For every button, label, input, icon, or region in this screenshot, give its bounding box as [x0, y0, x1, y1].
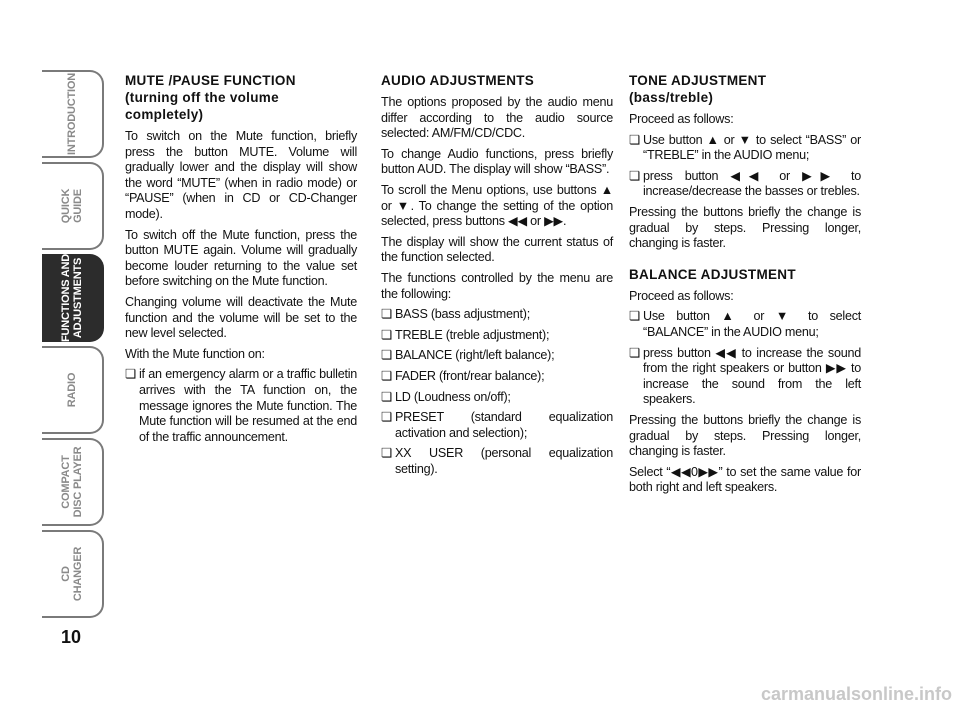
checkbox-bullet-icon: ❏: [381, 446, 393, 461]
mute-bullet-text: if an emergency alarm or a traffic bulletin arrives with the TA function on, the message ignores the Mute function. The Mute function will be resumed at the end of the traffic announcement.: [139, 367, 357, 444]
audio-paragraph-5: The functions controlled by the menu are the following:: [381, 270, 613, 301]
tab-compact-disc-player[interactable]: [42, 438, 104, 526]
tab-cd-changer[interactable]: [42, 530, 104, 618]
balance-paragraph-2: Pressing the buttons briefly the change is gradual by steps. Pressing longer, changing is faster.: [629, 412, 861, 459]
list-item-text: PRESET (standard equalization activation and selection);: [395, 410, 613, 440]
list-item: [381, 369, 613, 385]
checkbox-bullet-icon: ❏: [629, 309, 641, 324]
tab-radio[interactable]: [42, 346, 104, 434]
tab-introduction-label: INTRODUCTION: [66, 73, 78, 155]
tone-heading: TONE ADJUSTMENT (bass/treble): [629, 73, 767, 105]
tone-bullet-2: [629, 169, 861, 200]
tab-quick-guide[interactable]: [42, 162, 104, 250]
balance-bullet-2-text: press button ◀◀ to increase the sound from the right speakers or button ▶▶ to increase the sound from the left speakers.: [643, 345, 861, 407]
audio-paragraph-1: The options proposed by the audio menu differ according to the audio source selected: AM/FM/CD/CDC.: [381, 95, 613, 141]
tone-paragraph-2: Pressing the buttons briefly the change is gradual by steps. Pressing longer, changing is faster.: [629, 204, 861, 251]
checkbox-bullet-icon: ❏: [381, 368, 393, 383]
balance-bullet-1: [629, 309, 861, 340]
list-item: [381, 446, 613, 477]
mute-paragraph-4: With the Mute function on:: [125, 346, 265, 361]
checkbox-bullet-icon: ❏: [381, 327, 393, 342]
tab-introduction[interactable]: [42, 70, 104, 158]
audio-paragraph-3: To scroll the Menu options, use buttons ▲ or ▼. To change the setting of the option selected, press buttons ◀◀ or ▶▶.: [381, 182, 613, 229]
mute-paragraph-2: To switch off the Mute function, press the button MUTE again. Volume will gradually become louder returning to the value set before switching on the Mute function.: [125, 227, 357, 289]
checkbox-bullet-icon: ❏: [381, 389, 393, 404]
tone-bullet-1: [629, 133, 861, 164]
list-item: [381, 348, 613, 364]
site-watermark: carmanualsonline.info: [760, 684, 952, 704]
list-item: [381, 307, 613, 323]
list-item: [381, 390, 613, 406]
mute-bullet-item: [125, 367, 357, 445]
tab-radio-label: RADIO: [66, 372, 78, 408]
tone-bullet-2-text: press button ◀◀ or ▶▶ to increase/decrease the basses or trebles.: [643, 168, 861, 199]
audio-paragraph-4: The display will show the current status of the function selected.: [381, 234, 613, 265]
checkbox-bullet-icon: ❏: [629, 168, 641, 183]
list-item-text: BALANCE (right/left balance);: [395, 348, 555, 363]
checkbox-bullet-icon: ❏: [381, 410, 393, 425]
balance-paragraph-1: Proceed as follows:: [629, 288, 734, 303]
checkbox-bullet-icon: ❏: [629, 345, 641, 360]
checkbox-bullet-icon: ❏: [125, 367, 137, 382]
balance-heading: BALANCE ADJUSTMENT: [629, 266, 796, 282]
checkbox-bullet-icon: ❏: [381, 348, 393, 363]
balance-bullet-2: [629, 346, 861, 408]
checkbox-bullet-icon: ❏: [629, 132, 641, 147]
list-item: [381, 328, 613, 344]
list-item: [381, 410, 613, 441]
tone-bullet-1-text: Use button ▲ or ▼ to select “BASS” or “TREBLE” in the AUDIO menu;: [643, 132, 861, 163]
list-item-text: LD (Loudness on/off);: [395, 389, 511, 404]
balance-paragraph-3: Select “◀◀0▶▶” to set the same value for both right and left speakers.: [629, 464, 861, 495]
tab-quick-guide-label: QUICK GUIDE: [60, 188, 84, 224]
balance-bullet-1-text: Use button ▲ or ▼ to select “BALANCE” in the AUDIO menu;: [643, 309, 861, 339]
tab-compact-disc-label: COMPACT DISC PLAYER: [60, 446, 84, 518]
list-item-text: XX USER (personal equalization setting).: [395, 446, 613, 476]
checkbox-bullet-icon: ❏: [381, 307, 393, 322]
tone-paragraph-1: Proceed as follows:: [629, 112, 734, 126]
list-item-text: FADER (front/rear balance);: [395, 368, 545, 383]
list-item-text: TREBLE (treble adjustment);: [395, 327, 550, 342]
page-number: 10: [60, 627, 82, 647]
list-item-text: BASS (bass adjustment);: [395, 307, 530, 322]
tab-functions-and-adjustments[interactable]: [42, 254, 104, 342]
tab-functions-label: FUNCTIONS AND ADJUSTMENTS: [60, 253, 84, 343]
audio-paragraph-2: To change Audio functions, press briefly button AUD. The display will show “BASS”.: [381, 146, 613, 177]
mute-heading: MUTE /PAUSE FUNCTION (turning off the volume completely): [125, 73, 296, 122]
audio-adjustments-section: [381, 72, 613, 482]
tab-cd-changer-label: CD CHANGER: [60, 546, 84, 602]
mute-paragraph-3: Changing volume will deactivate the Mute function and the volume will be set to the new level selected.: [125, 294, 357, 341]
tone-balance-section: [629, 72, 861, 501]
mute-paragraph-1: To switch on the Mute function, briefly press the button MUTE. Volume will gradually lower and the display will show the word “MUTE” (when in radio mode) or “PAUSE” (when in CD or CD-Changer mode).: [125, 129, 357, 221]
audio-heading: AUDIO ADJUSTMENTS: [381, 73, 535, 88]
mute-pause-section: [125, 72, 357, 450]
